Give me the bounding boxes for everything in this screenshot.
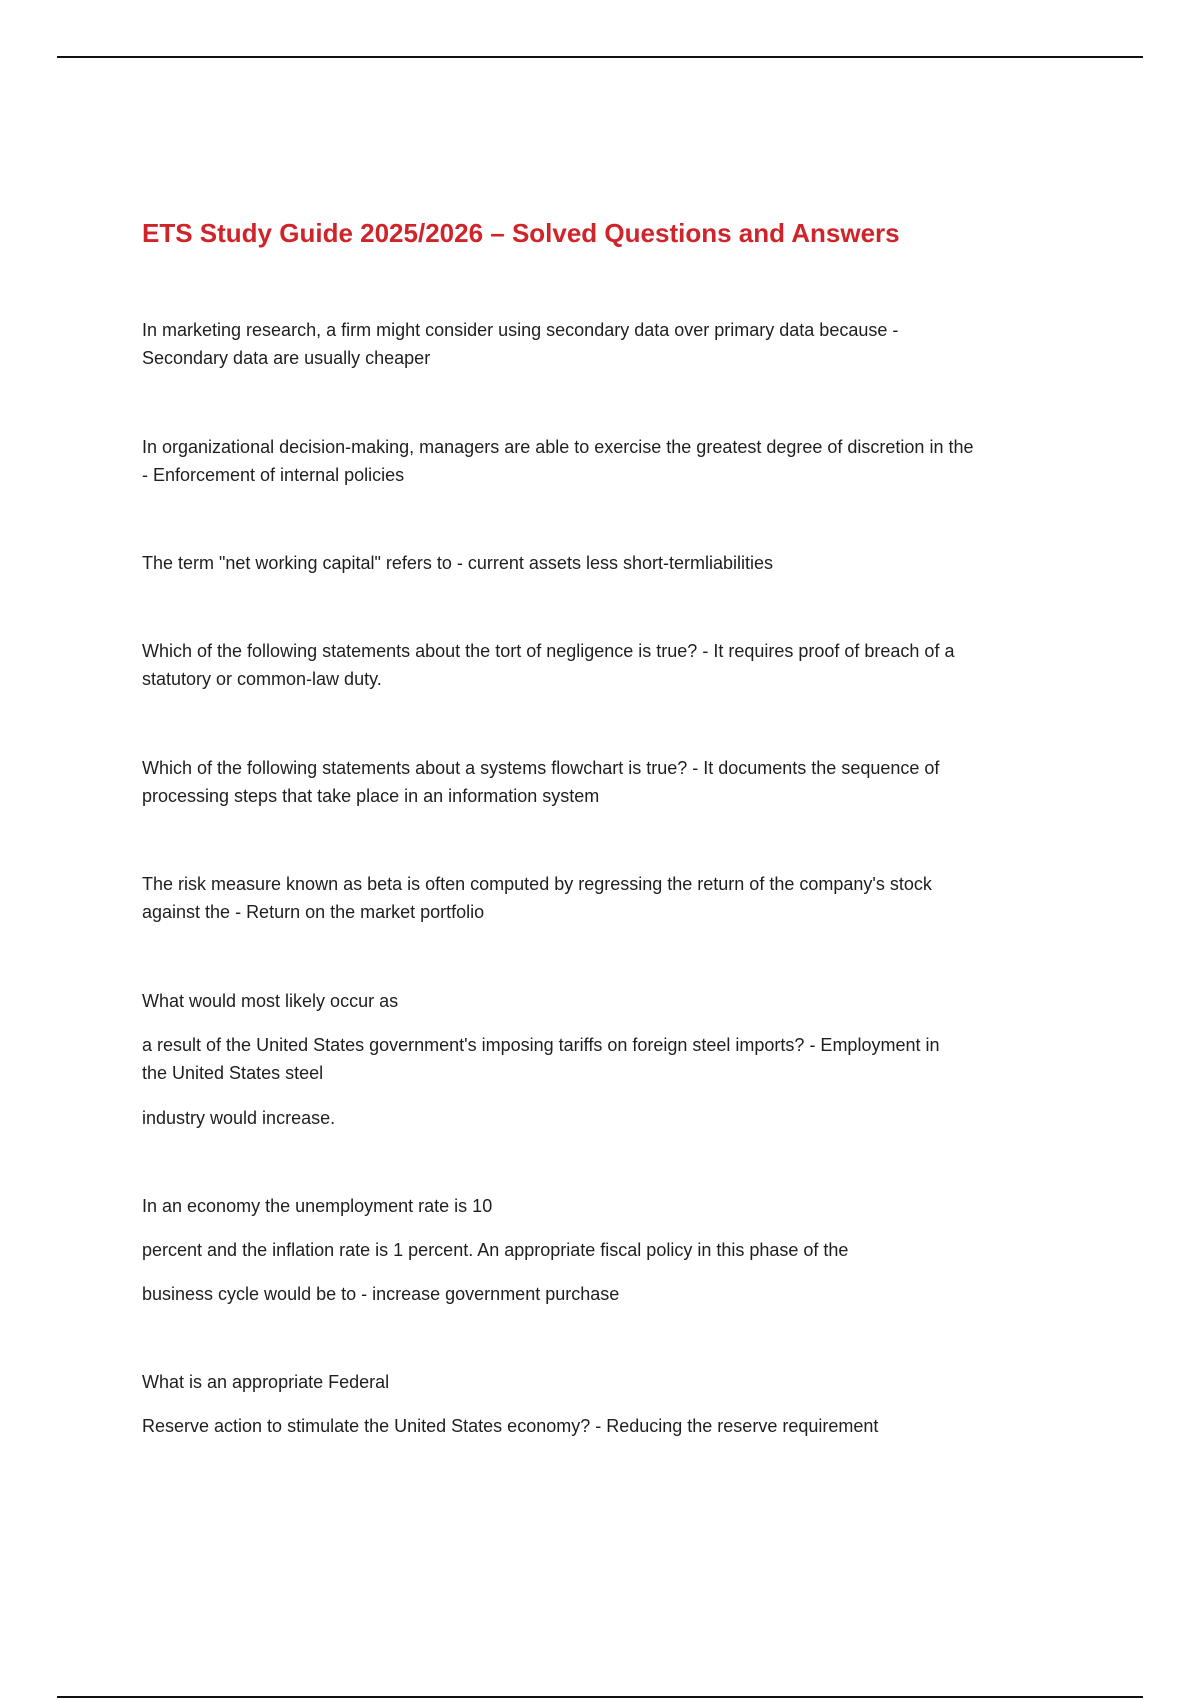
qa-line: The term "net working capital" refers to - current assets less short-termliabilities	[142, 553, 773, 573]
qa-line: percent and the inflation rate is 1 percent. An appropriate fiscal policy in this phase of the	[142, 1240, 849, 1260]
qa-line: What would most likely occur as	[142, 991, 399, 1011]
qa-item-5	[142, 754, 1072, 810]
qa-item-4	[142, 637, 1072, 693]
qa-item-1	[142, 316, 1072, 372]
qa-line: In an economy the unemployment rate is 10	[142, 1196, 493, 1216]
qa-line: statutory or common-law duty.	[142, 669, 382, 689]
qa-line: against the - Return on the market portfolio	[142, 902, 485, 922]
qa-item-14	[142, 1412, 1072, 1440]
qa-line: industry would increase.	[142, 1108, 336, 1128]
qa-item-12	[142, 1280, 1072, 1308]
qa-line: In marketing research, a firm might consider using secondary data over primary data because -	[142, 320, 899, 340]
bottom-rule	[57, 1696, 1143, 1698]
qa-item-13	[142, 1368, 1072, 1396]
qa-line: - Enforcement of internal policies	[142, 465, 405, 485]
qa-line: Which of the following statements about a systems flowchart is true? - It documents the sequence of	[142, 758, 940, 778]
qa-line: Secondary data are usually cheaper	[142, 348, 431, 368]
qa-item-11	[142, 1236, 1072, 1264]
qa-item-3	[142, 549, 1072, 577]
qa-item-6	[142, 870, 1072, 926]
document-title: ETS Study Guide 2025/2026 – Solved Questions and Answers	[142, 218, 900, 248]
qa-item-8	[142, 1031, 1072, 1087]
qa-item-9	[142, 1104, 1072, 1132]
qa-line: In organizational decision-making, managers are able to exercise the greatest degree of discretion in the	[142, 437, 974, 457]
qa-item-7	[142, 987, 1072, 1015]
qa-line: What is an appropriate Federal	[142, 1372, 390, 1392]
qa-line: the United States steel	[142, 1063, 324, 1083]
qa-line: The risk measure known as beta is often computed by regressing the return of the company's stock	[142, 874, 932, 894]
qa-line: Which of the following statements about the tort of negligence is true? - It requires proof of breach of a	[142, 641, 955, 661]
qa-line: business cycle would be to - increase government purchase	[142, 1284, 620, 1304]
qa-line: a result of the United States government's imposing tariffs on foreign steel imports? - Employment in	[142, 1035, 940, 1055]
qa-line: processing steps that take place in an information system	[142, 786, 600, 806]
qa-line: Reserve action to stimulate the United States economy? - Reducing the reserve requirement	[142, 1416, 879, 1436]
qa-item-10	[142, 1192, 1072, 1220]
qa-item-2	[142, 433, 1072, 489]
top-rule	[57, 56, 1143, 58]
